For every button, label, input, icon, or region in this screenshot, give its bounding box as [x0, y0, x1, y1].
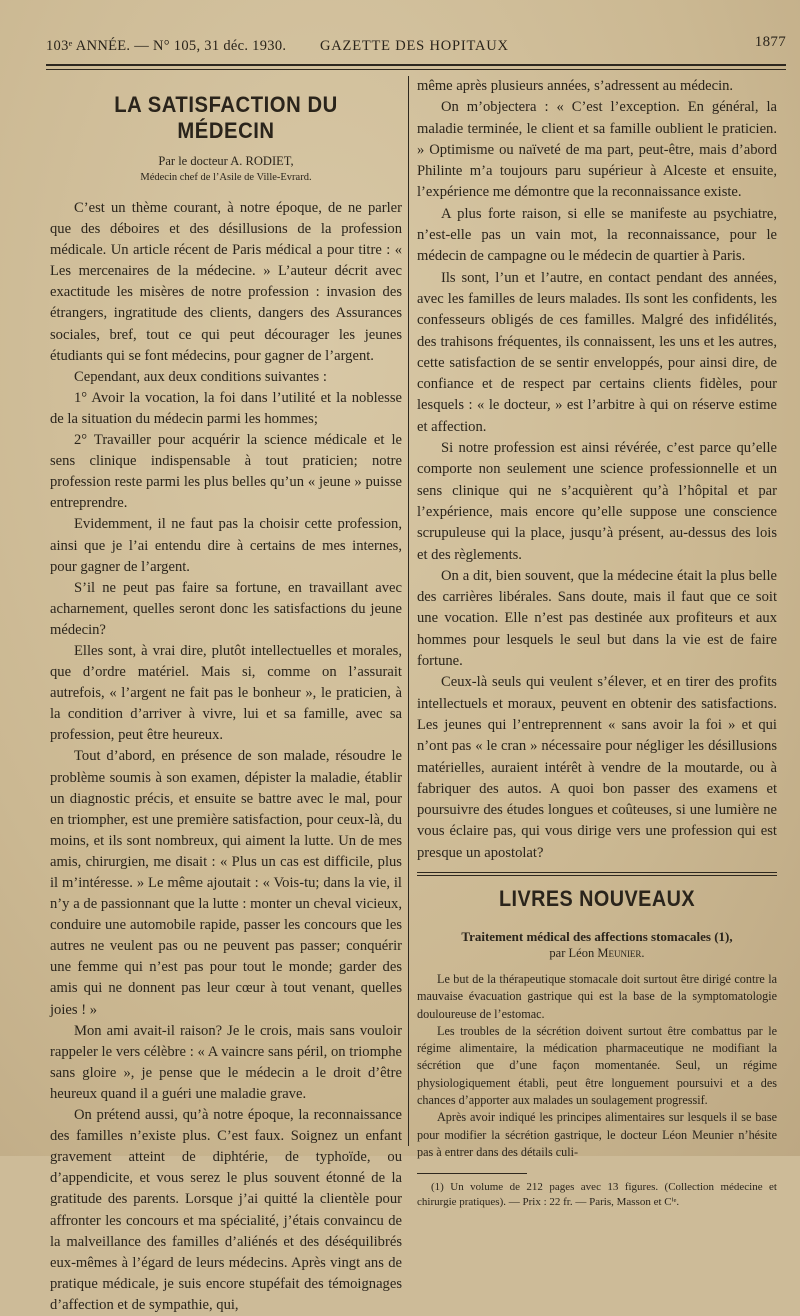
section-rule: [417, 872, 777, 873]
paragraph: On m’objectera : « C’est l’exception. En général, la maladie terminée, le client et sa famille oublient le praticien. » Optimisme ou naïveté de ma part, peut-être, mais d’abord Philinte m’a toujours paru supérieur à Alceste et ensuite, l’expérience me démontre que la reconnaissance existe.: [417, 99, 777, 201]
paragraph: On prétend aussi, qu’à notre époque, la reconnaissance des familles n’existe plus. C’est faux. Soignez un enfant gravement atteint de diphtérie, de typhoïde, ou d’appendicite, et vous serez le plus souvent étonné de la gratitude des parents. Lorsque j’ai quitté la clientèle pour affronter les concours et ma spécialité, j’étais convaincu de la malveillance des familles d’aliénés et des déséquilibrés eux-mêmes à l’égard de leurs médecins. Après vingt ans de pratique médicale, je suis encore stupéfait des témoignages d’affection et de sympathie, qui,: [50, 1107, 402, 1313]
issue-info: 103ᵉ ANNÉE. — N° 105, 31 déc. 1930.: [46, 38, 287, 54]
book-author-prefix: par Léon: [549, 945, 595, 960]
left-column: [50, 86, 402, 1316]
paragraph: Ils sont, l’un et l’autre, en contact pendant des années, avec les familles de leurs malades. Ils sont les confidents, les confesseurs obligés de ces familles. Malgré des infidélités, des trahisons fréquentes, ils connaissent, les uns et les autres, cette satisfaction de se sentir enveloppés, pour ainsi dire, de confiance et de respect par certains clients fidèles, pour lesquels : « le docteur, » est l’arbitre à qui on réserve estime et affection.: [417, 269, 777, 435]
footnote: (1) Un volume de 212 pages avec 13 figures. (Collection médecine et chirurgie pratiques). — Prix : 22 fr. — Paris, Masson et Cⁱᵉ.: [417, 1181, 777, 1209]
book-author-name: Meunier.: [597, 945, 645, 960]
paragraph: C’est un thème courant, à notre époque, de ne parler que des déboires et des désillusions de la profession médicale. Un article récent de Paris médical a pour titre : « Les mercenaires de la médecine. » L’auteur décrit avec exactitude les misères de notre profession : invasion des étrangers, ingratitude des clients, dangers des Assurances sociales, bref, tout ce qui peut décourager les jeunes étudiants qui se font médecins, pour gagner de l’argent.: [50, 200, 402, 364]
book-author: [417, 945, 777, 961]
article-title: LA SATISFACTION DU MÉDECIN: [114, 92, 338, 143]
journal-name: GAZETTE DES HOPITAUX: [320, 38, 509, 54]
right-column: [417, 76, 777, 1210]
section-title: LIVRES NOUVEAUX: [498, 885, 695, 911]
paragraph: S’il ne peut pas faire sa fortune, en travaillant avec acharnement, quelles seront donc les satisfactions du jeune médecin?: [50, 579, 402, 638]
paragraph: On a dit, bien souvent, que la médecine était la plus belle des carrières libérales. Sans doute, mais il faut que ce soit une vocation. Elle n’est pas destinée aux profiteurs et aux hommes pour lesquels le seul but dans la vie est de faire fortune.: [417, 567, 777, 670]
page-number: 1877: [754, 34, 786, 50]
paragraph: Evidemment, il ne faut pas la choisir cette profession, ainsi que je l’ai entendu dire à certains de mes internes, pour gagner de l’argent.: [50, 516, 402, 575]
header-rule-top: [46, 64, 786, 66]
footnote-rule: [417, 1173, 527, 1174]
review-paragraph: Le but de la thérapeutique stomacale doit surtout être dirigé contre la mauvaise évacuation gastrique qui est la base de la symptomatologie douloureuse de l’estomac.: [417, 971, 777, 1021]
paragraph: Tout d’abord, en présence de son malade, résoudre le problème soumis à son examen, dépister la maladie, établir un diagnostic précis, et ensuite se battre avec le mal, pour en triompher, est une première satisfaction, pour ceux-là, du moins, et ils sont nombreux, qui aiment la lutte. Un de mes amis, chirurgien, me disait : « Plus un cas est difficile, plus il m’intéresse. » Le même ajoutait : « Vois-tu; dans la vie, il n’y a de passionnant que la lutte : monter un cheval vicieux, conduire une automobile rapide, passer les concours que les autres ne veulent pas ou ne peuvent pas passer; conquérir une femme qui n’est pas pour tout le monde; garder des amis qui ne donnent pas leur cœur à tout venant, quelles joies ! »: [50, 748, 402, 1018]
paragraph: Si notre profession est ainsi révérée, c’est parce qu’elle comporte non seulement une science professionnelle et un sens clinique qui ne s’acquièrent qu’à l’hôpital et par l’expérience, mais encore qu’elle suppose une conscience scrupuleuse qui la place, jusqu’à présent, au-dessus des lois et des règlements.: [417, 440, 777, 563]
review-paragraph: Après avoir indiqué les principes alimentaires sur lesquels il se base pour modifier la sécrétion gastrique, le docteur Léon Meunier n’hésite pas à entrer dans des détails culi-: [417, 1110, 777, 1159]
book-title: Traitement médical des affections stomacales (1),: [461, 928, 733, 944]
paragraph: Mon ami avait-il raison? Je le crois, mais sans vouloir rappeler le vers célèbre : « A vaincre sans péril, on triomphe sans gloire », je pense que le médecin a le droit d’être heureux quand il a guéri une maladie grave.: [50, 1022, 402, 1102]
paragraph: Cependant, aux deux conditions suivantes :: [74, 368, 327, 385]
article-byline: Par le docteur A. RODIET,: [158, 154, 294, 168]
paragraph: 1° Avoir la vocation, la foi dans l’utilité et la noblesse de la situation du médecin parmi les hommes;: [50, 389, 402, 427]
page-header: [46, 34, 786, 56]
paragraph-continued: même après plusieurs années, s’adressent au médecin.: [417, 78, 734, 94]
section-rule-thin: [417, 875, 777, 876]
paragraph: A plus forte raison, si elle se manifeste au psychiatre, n’est-elle pas un vain mot, la reconnaissance, pour le médecin de campagne ou le médecin de quartier à Paris.: [417, 205, 777, 265]
review-paragraph: Les troubles de la sécrétion doivent surtout être combattus par le régime alimentaire, la médication pharmaceutique ne modifiant la sécrétion que d’une façon momentanée. Seul, un régime physiologiquement établi, peut être longuement poursuivi et a des chances d’apporter aux malades un soulagement progressif.: [417, 1023, 777, 1108]
header-rule-bottom: [46, 69, 786, 70]
paragraph: 2° Travailler pour acquérir la science médicale et le sens clinique indispensable à tout praticien; notre profession reste parmi les plus belles qu’un « jeune » puisse entreprendre.: [50, 432, 402, 512]
article-affiliation: Médecin chef de l’Asile de Ville-Evrard.: [140, 172, 312, 183]
paragraph: Elles sont, à vrai dire, plutôt intellectuelles et morales, que d’ordre matériel. Mais si, comme on l’assurait autrefois, « l’argent ne fait pas le bonheur », le praticien, à la condition d’arriver à vivre, lui et sa famille, avec sa profession, peut être heureux.: [50, 642, 402, 744]
column-divider: [408, 76, 409, 1146]
paragraph: Ceux-là seuls qui veulent s’élever, et en tirer des profits intellectuels et moraux, peuvent en obtenir des satisfactions. Les jeunes qui l’entreprennent « sans avoir la foi » et qui n’ont pas « le cran » nécessaire pour négliger les désillusions matérielles, auraient intérêt à vendre de la moutarde, ou à fabriquer des autos. A quoi bon passer des examens et poursuivre des études longues et coûteuses, si une lumière ne vous éclaire pas, qui vous dirige vers une profession qui est presque un apostolat?: [417, 674, 777, 861]
